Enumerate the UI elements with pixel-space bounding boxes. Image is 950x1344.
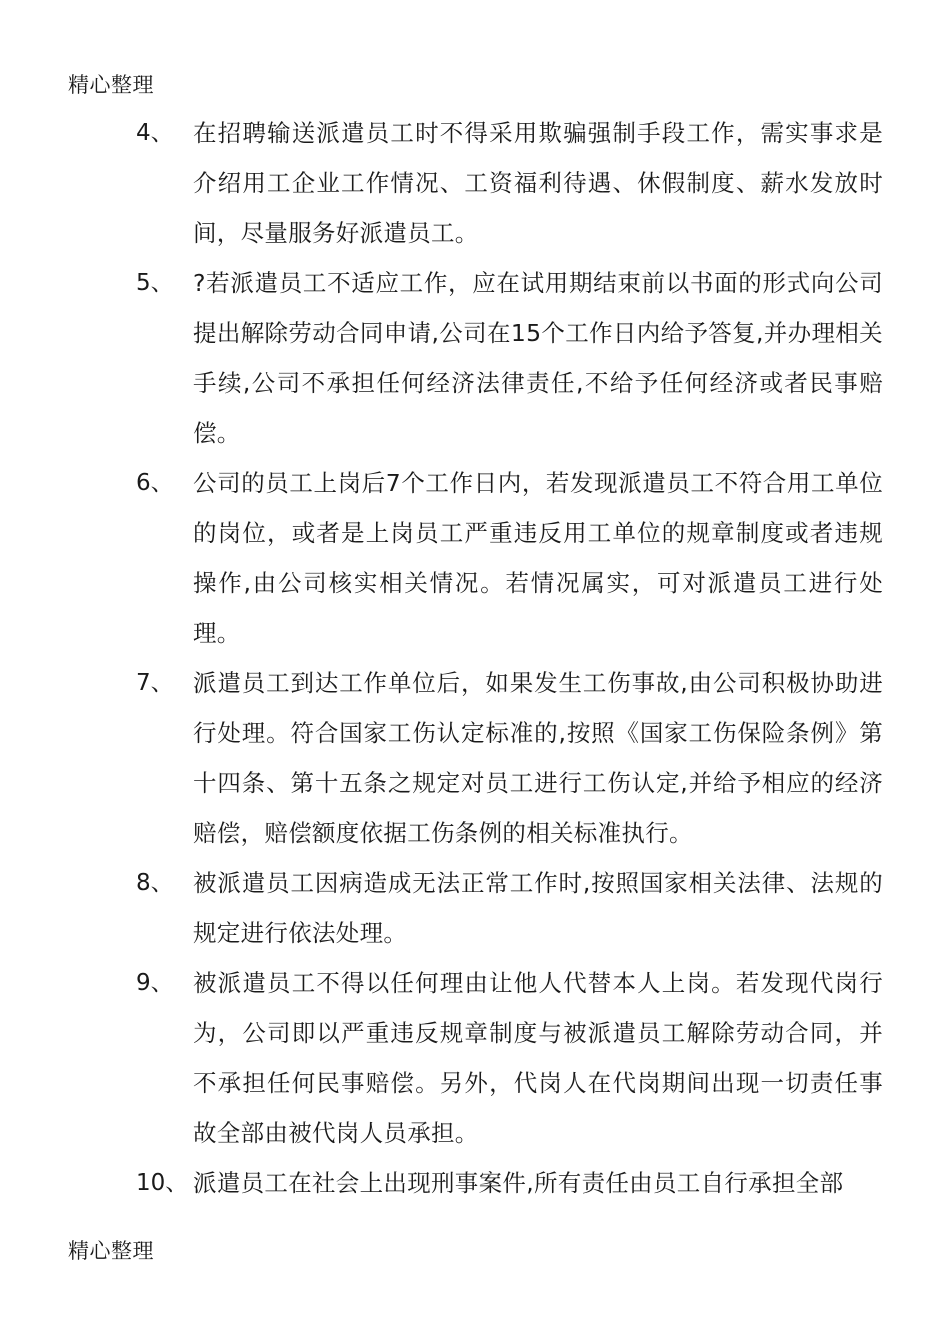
- page-header: 精心整理: [68, 73, 154, 97]
- clause-text: 被派遣员工不得以任何理由让他人代替本人上岗。若发现代岗行为，公司即以严重违反规章制度与被派遣员工解除劳动合同，并不承担任何民事赔偿。另外，代岗人在代岗期间出现一切责任事故全部由被代岗人员承担。: [193, 969, 883, 1147]
- clause-number: 9、: [136, 970, 174, 996]
- clause-4: [0, 108, 883, 258]
- clause-10: [0, 1158, 883, 1208]
- clause-text: 派遣员工到达工作单位后，如果发生工伤事故,由公司积极协助进行处理。符合国家工伤认定标准的,按照《国家工伤保险条例》第十四条、第十五条之规定对员工进行工伤认定,并给予相应的经济赔偿，赔偿额度依据工伤条例的相关标准执行。: [193, 669, 883, 847]
- clause-number: 7、: [136, 670, 174, 696]
- clause-7: [0, 658, 883, 858]
- clause-text: 在招聘输送派遣员工时不得采用欺骗强制手段工作，需实事求是介绍用工企业工作情况、工资福利待遇、休假制度、薪水发放时间，尽量服务好派遣员工。: [193, 119, 883, 247]
- clause-number: 4、: [136, 120, 174, 146]
- page-footer: 精心整理: [68, 1239, 154, 1263]
- clause-6: [0, 458, 883, 658]
- clause-text: 被派遣员工因病造成无法正常工作时,按照国家相关法律、法规的规定进行依法处理。: [193, 869, 883, 947]
- clause-number: 8、: [136, 870, 174, 896]
- clause-number: 5、: [136, 270, 174, 296]
- clause-list: [0, 108, 950, 1208]
- clause-text: 派遣员工在社会上出现刑事案件,所有责任由员工自行承担全部: [193, 1169, 844, 1197]
- clause-8: [0, 858, 883, 958]
- clause-number: 10、: [136, 1170, 189, 1196]
- clause-5: [0, 258, 883, 458]
- clause-9: [0, 958, 883, 1158]
- clause-text: ?若派遣员工不适应工作，应在试用期结束前以书面的形式向公司提出解除劳动合同申请,公司在15个工作日内给予答复,并办理相关手续,公司不承担任何经济法律责任,不给予任何经济或者民事赔偿。: [193, 269, 883, 447]
- clause-text: 公司的员工上岗后7个工作日内，若发现派遣员工不符合用工单位的岗位，或者是上岗员工严重违反用工单位的规章制度或者违规操作,由公司核实相关情况。若情况属实，可对派遣员工进行处理。: [193, 469, 883, 647]
- clause-number: 6、: [136, 470, 174, 496]
